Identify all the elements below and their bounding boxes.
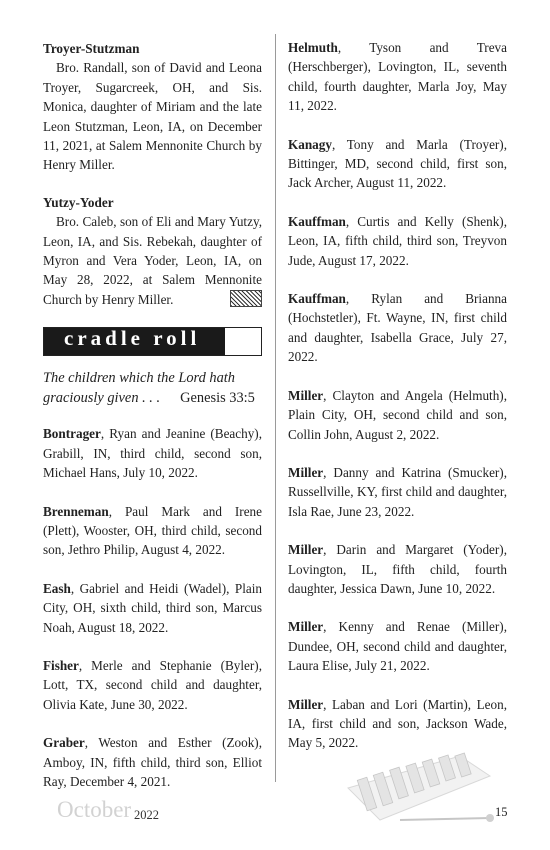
birth-entry xyxy=(43,424,262,482)
family-name: Eash xyxy=(43,580,71,596)
wedding-title: Troyer-Stutzman xyxy=(43,41,140,56)
family-name: Miller xyxy=(288,696,324,712)
birth-details: , Weston and Esther (Zook), Amboy, IN, fifth child, third son, Elliot Ray, December 4, 2021. xyxy=(43,735,262,789)
birth-details: , Tyson and Treva (Herschberger), Lovington, IL, seventh child, fourth daughter, Marla Joy, May 11, 2022. xyxy=(288,40,507,114)
birth-details: , Merle and Stephanie (Byler), Lott, TX, second child and daughter, Olivia Kate, June 30, 2022. xyxy=(43,657,262,712)
birth-entry xyxy=(288,540,507,598)
section-title: cradle roll xyxy=(64,326,201,351)
family-name: Bontrager xyxy=(43,426,101,442)
right-column xyxy=(288,38,507,772)
footer-year: 2022 xyxy=(134,808,159,822)
birth-details: , Rylan and Brianna (Hochstetler), Ft. Wayne, IN, first child and daughter, Isabella Grace, July 27, 2022. xyxy=(288,291,507,365)
section-banner xyxy=(43,327,262,356)
family-name: Miller xyxy=(288,542,324,558)
wedding-title: Yutzy-Yoder xyxy=(43,194,114,210)
wedding-entry xyxy=(43,39,262,175)
birth-list-left xyxy=(43,424,262,791)
family-name: Kauffman xyxy=(288,213,346,229)
scripture-verse xyxy=(43,368,262,408)
birth-entry xyxy=(288,463,507,521)
footer-month: October xyxy=(57,797,132,822)
column-divider xyxy=(275,34,276,782)
birth-details: , Kenny and Renae (Miller), Dundee, OH, second child and daughter, Laura Elise, July 21, 2022. xyxy=(288,619,507,674)
left-column xyxy=(43,38,262,810)
birth-details: , Danny and Katrina (Smucker), Russellville, KY, first child and daughter, Isla Rae, June 23, 2022. xyxy=(288,464,507,519)
birth-entry xyxy=(288,695,507,753)
birth-entry xyxy=(288,212,507,270)
family-name: Miller xyxy=(288,387,324,403)
wedding-text: Bro. Randall, son of David and Leona Troyer, Sugarcreek, OH, and Sis. Monica, daughter of Miriam and the late Leon Stutzman, Leon, IA, on December 11, 2021, at Salem Mennonite Church by Henry Miller. xyxy=(43,60,262,173)
birth-details: , Paul Mark and Irene (Plett), Wooster, OH, third child, second son, Jethro Philip, August 4, 2022. xyxy=(43,503,262,558)
family-name: Kauffman xyxy=(288,291,346,307)
birth-entry xyxy=(288,289,507,367)
birth-entry xyxy=(288,386,507,444)
birth-entry xyxy=(43,579,262,637)
birth-details: , Gabriel and Heidi (Wadel), Plain City, OH, sixth child, third son, Marcus Noah, August 18, 2022. xyxy=(43,580,262,635)
wedding-text: Bro. Caleb, son of Eli and Mary Yutzy, Leon, IA, and Sis. Rebekah, daughter of Myron and Vera Yoder, Leon, IA, on May 28, 2022, at Salem Mennonite Church by Henry Miller. xyxy=(43,214,262,307)
birth-entry xyxy=(43,502,262,560)
birth-details: , Darin and Margaret (Yoder), Lovington, IL, fifth child, fourth daughter, Jessica Dawn, June 10, 2022. xyxy=(288,542,507,596)
birth-details: , Curtis and Kelly (Shenk), Leon, IA, fifth child, third son, Treyvon Jude, August 17, 2022. xyxy=(288,213,507,268)
family-name: Miller xyxy=(288,464,324,480)
verse-text: The children which the Lord hath graciously given . . . xyxy=(43,370,235,407)
family-name: Helmuth xyxy=(288,40,338,55)
wedding-entry xyxy=(43,193,262,309)
page-number: 15 xyxy=(495,805,508,819)
birth-entry xyxy=(288,617,507,675)
family-name: Fisher xyxy=(43,657,79,673)
birth-entry xyxy=(288,135,507,193)
family-name: Graber xyxy=(43,735,85,751)
family-name: Brenneman xyxy=(43,503,109,519)
verse-reference: Genesis 33:5 xyxy=(180,390,255,407)
birth-details: , Tony and Marla (Troyer), Bittinger, MD, second child, first son, Jack Archer, August 11, 2022. xyxy=(288,136,507,191)
birth-entry xyxy=(43,733,262,791)
birth-entry xyxy=(288,38,507,116)
family-name: Kanagy xyxy=(288,136,332,152)
birth-entry xyxy=(43,656,262,714)
birth-details: , Laban and Lori (Martin), Leon, IA, first child and son, Jackson Wade, May 5, 2022. xyxy=(288,696,507,751)
xylophone-icon xyxy=(340,748,500,828)
family-name: Miller xyxy=(288,619,324,635)
birth-details: , Clayton and Angela (Helmuth), Plain City, OH, second child and son, Collin John, August 2, 2022. xyxy=(288,387,507,442)
birth-list-right xyxy=(288,38,507,753)
end-mark-icon xyxy=(230,290,262,307)
birth-details: , Ryan and Jeanine (Beachy), Grabill, IN, third child, second son, Michael Hans, July 10, 2022. xyxy=(43,426,262,481)
